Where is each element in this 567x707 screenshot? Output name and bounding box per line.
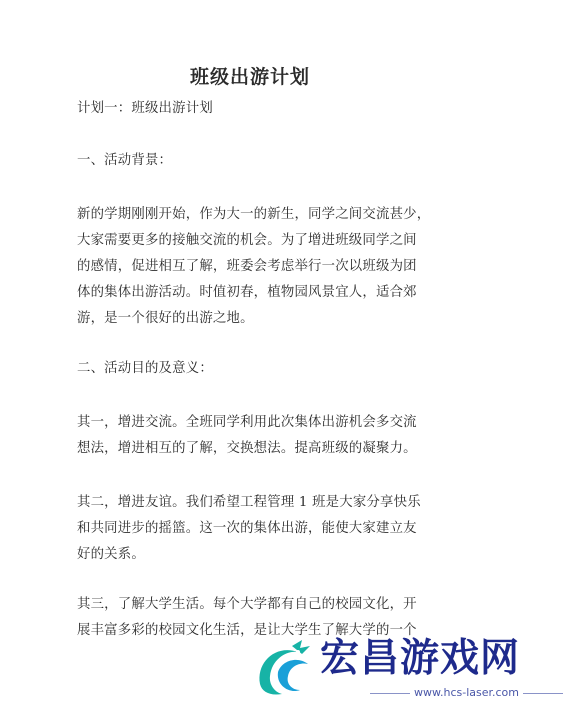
paragraph-line: 想法，增进相互的了解，交换想法。提高班级的凝聚力。 [77,441,417,456]
watermark-url-text: www.hcs-laser.com [414,686,519,699]
paragraph-line: 大家需要更多的接触交流的机会。为了增进班级同学之间 [77,233,417,248]
dragon-logo-icon [248,632,318,704]
watermark-site-name: 宏昌游戏网 [320,636,521,681]
paragraph-line: 游，是一个很好的出游之地。 [77,311,254,326]
plan-subtitle-text: 计划一：班级出游计划 [77,101,213,116]
paragraph-line: 其一，增进交流。全班同学利用此次集体出游机会多交流 [77,415,417,430]
section-heading-text: 一、活动背景： [77,153,173,168]
document-title: 班级出游计划 [189,66,310,88]
paragraph-line: 体的集体出游活动。时值初春，植物园风景宜人，适合郊 [77,285,417,300]
plan-subtitle [77,96,427,122]
paragraph-line: 新的学期刚刚开始，作为大一的新生，同学之间交流甚少， [77,207,431,222]
dash-decoration [523,693,563,694]
paragraph-line: 和共同进步的摇篮。这一次的集体出游，能使大家建立友 [77,521,417,536]
purpose-paragraph-2 [77,490,427,568]
section-heading-text: 二、活动目的及意义： [77,361,213,376]
paragraph-line: 其三，了解大学生活。每个大学都有自己的校园文化，开 [77,597,417,612]
section-heading-background [77,148,427,174]
paragraph-line: 好的关系。 [77,547,145,562]
background-paragraph [77,202,431,332]
purpose-paragraph-1 [77,410,427,462]
section-heading-purpose [77,356,427,382]
paragraph-line: 展丰富多彩的校园文化生活，是让大学生了解大学的一个 [77,623,417,638]
watermark-url [366,686,567,699]
site-watermark [248,632,521,704]
dash-decoration [370,693,410,694]
paragraph-line: 的感情，促进相互了解，班委会考虑举行一次以班级为团 [77,259,417,274]
paragraph-line: 其二，增进友谊。我们希望工程管理 1 班是大家分享快乐 [77,495,421,510]
